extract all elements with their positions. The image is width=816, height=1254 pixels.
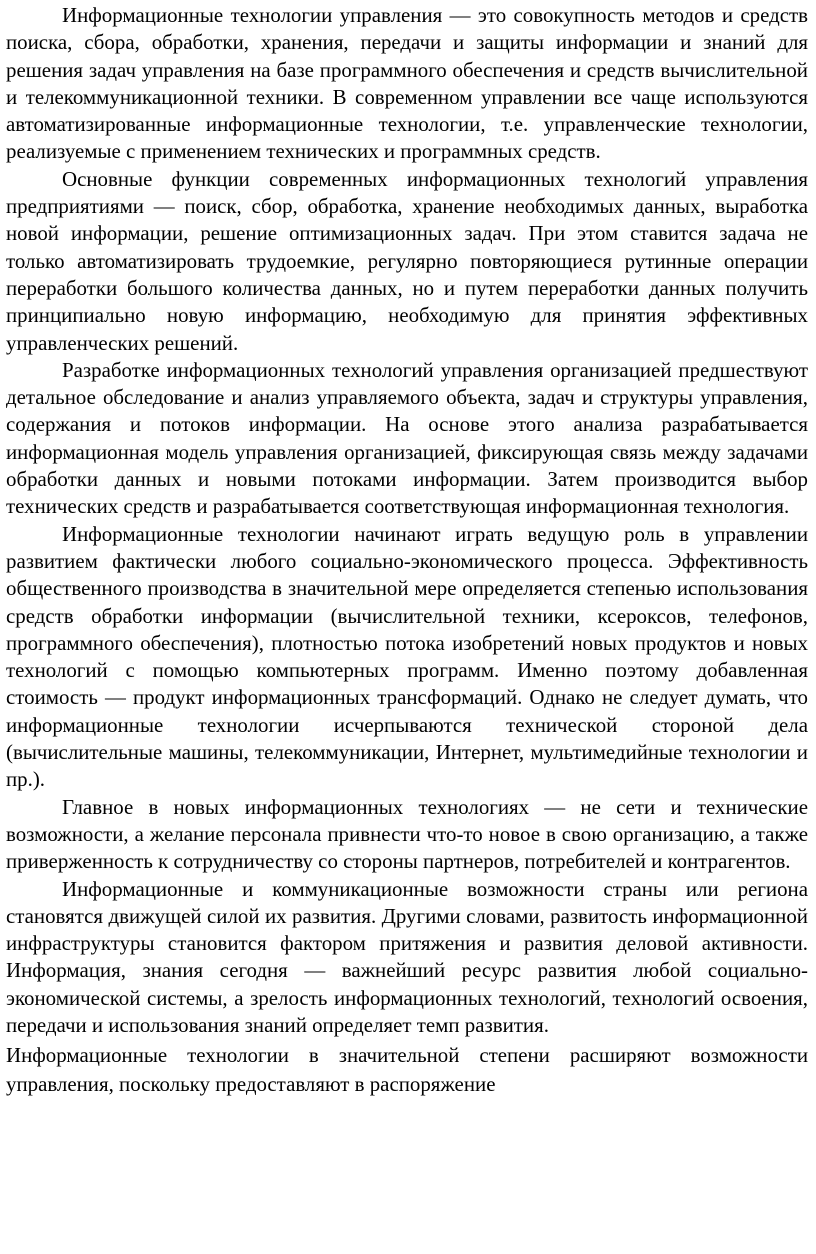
- paragraph-leading-role: Информационные технологии начинают играть ведущую роль в управлении развитием фактически любого социально-экономического процесса. Эффективность общественного производства в значительной мере определяется степенью использования средств обработки информации (вычислительной техники, ксероксов, телефонов, программного обеспечения), плотностью потока изобретений новых продуктов и новых технологий с помощью компьютерных программ. Именно поэтому добавленная стоимость — продукт информационных трансформаций. Однако не следует думать, что информационные технологии исчерпываются технической стороной дела (вычислительные машины, телекоммуникации, Интернет, мультимедийные технологии и пр.).: [6, 521, 808, 792]
- paragraph-main-functions: Основные функции современных информационных технологий управления предприятиями — поиск, сбор, обработка, хранение необходимых данных, выработка новой информации, решение оптимизационных задач. При этом ставится задача не только автоматизировать трудоемкие, регулярно повторяющиеся рутинные операции переработки большого количества данных, но и путем переработки данных получить принципиально новую информацию, необходимую для принятия эффективных управленческих решений.: [6, 166, 808, 355]
- paragraph-main-point: Главное в новых информационных технологиях — не сети и технические возможности, а желание персонала привнести что-то новое в свою организацию, а также приверженность к сотрудничеству со стороны партнеров, потребителей и контрагентов.: [6, 794, 808, 874]
- paragraph-definition: Информационные технологии управления — это совокупность методов и средств поиска, сбора, обработки, хранения, передачи и защиты информации и знаний для решения задач управления на базе программного обеспечения и средств вычислительной и телекоммуникационной техники. В современном управлении все чаще используются автоматизированные информационные технологии, т.е. управленческие технологии, реализуемые с применением технических и программных средств.: [6, 3, 808, 164]
- paragraph-continuation: Информационные технологии в значительной степени расширяют возможности управления, поскольку предоставляют в распоряжение: [6, 1043, 808, 1097]
- paragraph-region-capabilities: Информационные и коммуникационные возможности страны или региона становятся движущей силой их развития. Другими словами, развитость информационной инфраструктуры становится фактором притяжения и развития деловой активности. Информация, знания сегодня — важнейший ресурс развития любой социально-экономической системы, а зрелость информационных технологий, технологий освоения, передачи и использования знаний определяет темп развития.: [6, 876, 808, 1037]
- paragraph-development: Разработке информационных технологий управления организацией предшествуют детальное обследование и анализ управляемого объекта, задач и структуры управления, содержания и потоков информации. На основе этого анализа разрабатывается информационная модель управления организацией, фиксирующая связь между задачами обработки данных и новыми потоками информации. Затем производится выбор технических средств и разрабатывается соответствующая информационная технология.: [6, 357, 808, 519]
